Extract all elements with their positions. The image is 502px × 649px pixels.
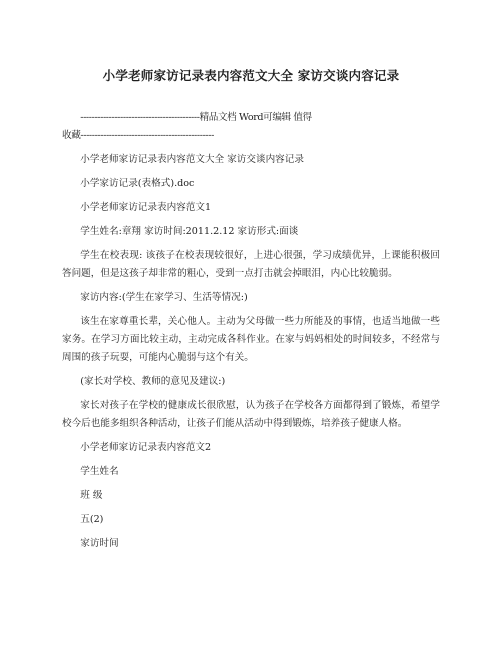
paragraph: 学生在校表现: 该孩子在校表现较很好，上进心很强，学习成绩优异，上课能积极回答问题，但是这孩子却非常的粗心，受到一点打击就会掉眼泪，内心比较脆弱。 — [62, 250, 440, 279]
paragraph: 学生姓名 — [80, 466, 119, 477]
paragraph: 学生姓名:章翔 家访时间:2011.2.12 家访形式:面谈 — [80, 226, 299, 237]
paragraph: 家访时间 — [80, 538, 119, 549]
paragraph: 该生在家尊重长辈，关心他人。主动为父母做一些力所能及的事情，也适当地做一些家务。在学习方面比较主动，主动完成各科作业。在家与妈妈相处的时间较多，不经常与周围的孩子玩耍，可能内心脆弱与这个有关。 — [62, 316, 440, 363]
paragraph: (家长对学校、教师的意见及建议:) — [80, 376, 226, 387]
paragraph: 小学老师家访记录表内容范文1 — [80, 202, 212, 213]
paragraph: 家访内容:(学生在家学习、生活等情况:) — [80, 292, 248, 303]
paragraph: 班 级 — [80, 490, 103, 501]
separator-line — [62, 109, 440, 127]
paragraph: 五(2) — [80, 514, 104, 525]
paragraph: 小学老师家访记录表内容范文大全 家访交谈内容记录 — [80, 154, 304, 165]
separator-line-continued — [62, 127, 440, 145]
paragraph: 小学家访记录(表格式).doc — [80, 178, 195, 189]
separator-text-continued: 收藏----------------------------------------------- — [62, 130, 214, 141]
separator-text: ------------------------------------------精品文档 Word可编辑 值得 — [80, 112, 312, 123]
document-title: 小学老师家访记录表内容范文大全 家访交谈内容记录 — [102, 68, 400, 83]
paragraph: 家长对孩子在学校的健康成长很欣慰，认为孩子在学校各方面都得到了锻炼，希望学校今后也能多组织各种活动，让孩子们能从活动中得到锻炼，培养孩子健康人格。 — [62, 400, 440, 429]
paragraph: 小学老师家访记录表内容范文2 — [80, 442, 212, 453]
